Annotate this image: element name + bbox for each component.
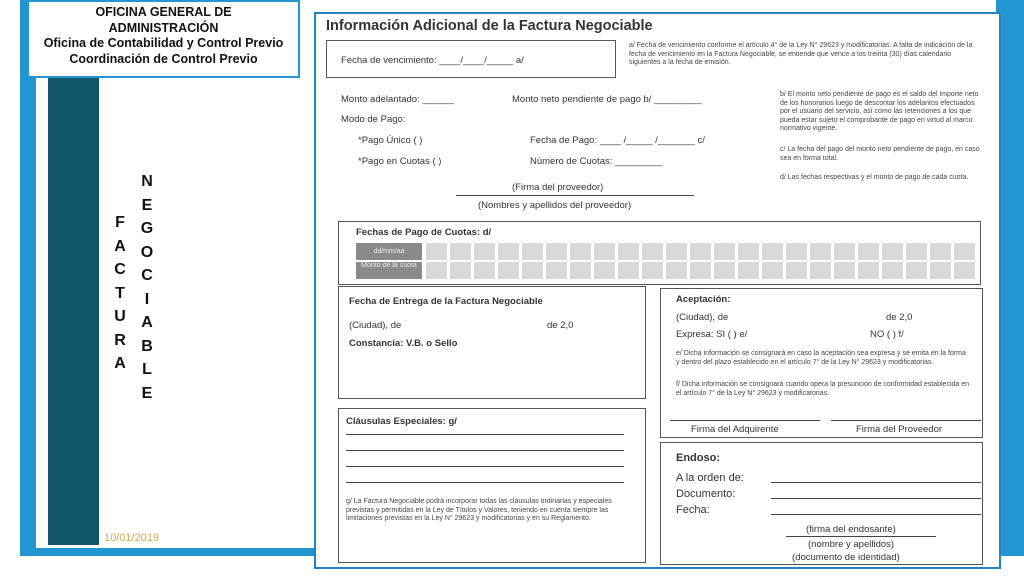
installment-cell [594,243,615,260]
letter: G [140,220,154,237]
acceptance-city-field: (Ciudad), de [676,312,729,323]
letter: I [144,290,150,308]
payment-mode-label: Modo de Pago: [341,114,406,125]
acquirer-signature-line [670,420,820,421]
installment-cell [570,243,591,260]
installment-cell [858,243,879,260]
provider-name-label: (Nombres y apellidos del proveedor) [478,200,632,211]
installment-cell [594,262,615,279]
acceptance-year-field: de 2,0 [886,312,913,323]
note-g: g/ La Factura Negociable podrá incorporar todas las cláusulas ordinarias y especiales previstas y permitidas en la Ley de Títulos y Valores, teniendo en cuenta siempre las limitaciones previstas en la Ley N° 29623 y modificatorias y en su Reglamento. [346,498,612,522]
payment-date-field: Fecha de Pago: ____ /_____ /_______ c/ [530,135,705,146]
letter: B [141,337,153,355]
acceptance-title: Aceptación: [676,294,731,305]
installment-cell [738,262,759,279]
row-label-date: dd/mm/aa [356,243,422,260]
installment-cell [450,243,471,260]
to-order-of-label: A la orden de: [676,472,744,484]
letter: F [115,214,125,231]
installment-cell [690,262,711,279]
installment-cell [906,243,927,260]
net-pending-amount-field: Monto neto pendiente de pago b/ _________ [512,94,702,105]
installment-cell [810,243,831,260]
endorser-signature-line [786,536,936,537]
installment-cell [738,243,759,260]
header-line-4: Coordinación de Control Previo [69,51,258,66]
installment-cell [666,243,687,260]
note-c: c/ La fecha del pago del monto neto pendiente de pago, en caso sea en forma total. [780,146,980,162]
installment-cell [786,262,807,279]
installment-cell [642,262,663,279]
row-label-amount: Monto de la cuota [356,262,422,279]
slide-date: 10/01/2019 [104,532,160,544]
installment-cell [834,262,855,279]
installment-cell [906,262,927,279]
single-payment-option: *Pago Único ( ) [358,135,423,146]
clause-line [346,450,624,451]
installment-cell [858,262,879,279]
installment-cell [882,262,903,279]
installment-cell [498,243,519,260]
installment-cell [546,262,567,279]
installment-cell [450,262,471,279]
installment-cell [522,262,543,279]
installment-cell [834,243,855,260]
installments-title: Fechas de Pago de Cuotas: d/ [356,227,492,238]
installment-cell [786,243,807,260]
installment-cell [570,262,591,279]
document-label: Documento: [676,488,736,500]
letter: E [141,384,153,402]
installment-cell [618,262,639,279]
letter: N [141,173,153,190]
installment-cell [714,262,735,279]
endorser-signature-label: (firma del endosante) [806,524,896,535]
installment-cell [930,243,951,260]
header-line-1: OFICINA GENERAL DE [95,5,232,19]
installment-cell [714,243,735,260]
side-bar [48,75,99,545]
installment-cell [426,262,447,279]
express-yes-option: Expresa: SI ( ) e/ [676,329,748,340]
letter: A [114,355,126,372]
endorser-id-label: (documento de identidad) [792,552,900,563]
installment-cell [426,243,447,260]
installment-cell [810,262,831,279]
installment-cell [498,262,519,279]
letter: L [142,361,152,378]
document-title: Información Adicional de la Factura Negociable [326,18,653,34]
installment-cell [762,243,783,260]
installment-cell [642,243,663,260]
letter: R [114,331,126,349]
note-e: e/ Dicha información se consignará en caso la aceptación sea expresa y se emita en la forma y dentro del plazo establecido en el artículo 7° de la Ley N° 29623 y modificatorias. [676,350,966,366]
endorser-name-label: (nombre y apellidos) [808,539,895,550]
vertical-word-negociable [137,170,157,405]
installment-cell [930,262,951,279]
installment-cell [666,262,687,279]
advance-amount-field: Monto adelantado: ______ [341,94,455,105]
to-order-of-line [771,482,981,483]
installment-cell [522,243,543,260]
express-no-option: NO ( ) f/ [870,329,904,340]
invoice-document [314,12,1001,569]
installment-cell [882,243,903,260]
special-clauses-box [338,408,646,563]
clause-line [346,434,624,435]
vertical-word-factura [110,211,130,376]
letter: U [114,308,126,325]
clause-line [346,482,624,483]
installment-cell [690,243,711,260]
document-line [771,498,981,499]
office-header [27,0,300,78]
delivery-city-field: (Ciudad), de [349,320,402,331]
note-d: d/ Las fechas respectivas y el monto de pago de cada cuota. [780,174,969,181]
note-a: a/ Fecha de vencimiento conforme el artículo 4° de la Ley N° 29623 y modificatorias. A falta de indicación de la fecha de vencimiento en la Factura Negociable, se entiende que vence a los treinta (30) días calendario siguientes a la fecha de emisión. [629,42,973,66]
installment-cell [474,262,495,279]
date-line [771,514,981,515]
installment-cell [474,243,495,260]
installment-count-field: Número de Cuotas: _________ [530,156,663,167]
letter: E [141,196,153,214]
letter: A [141,314,153,331]
letter: C [141,267,153,284]
endorsement-title: Endoso: [676,452,720,464]
installment-cell [618,243,639,260]
letter: O [140,243,154,261]
installment-cell [762,262,783,279]
provider-signature-line [456,195,694,196]
due-date-field: Fecha de vencimiento: ____/____/_____ a/ [341,55,524,66]
clause-line [346,466,624,467]
special-clauses-title: Cláusulas Especiales: g/ [346,416,457,427]
letter: C [114,261,126,278]
acquirer-signature-label: Firma del Adquirente [691,424,779,435]
note-f: f/ Dicha información se consignará cuando opera la presunción de conformidad establecida en el artículo 7° de la Ley N° 29623 y modificatorias. [676,381,970,397]
provider-signature-line-2 [831,420,981,421]
note-b: b/ El monto neto pendiente de pago es el saldo del importe neto de los honorarios luego de descontar los adelantos efectuados por el usuario del servicio, así como las retenciones a los que pueda estar sujeto el comprobante de pago en virtud al marco normativo vigente. [780,91,979,132]
delivery-year-field: de 2,0 [547,320,574,331]
header-line-2: ADMINISTRACIÓN [108,20,219,35]
installment-cell [546,243,567,260]
letter: T [115,284,125,302]
installment-payment-option: *Pago en Cuotas ( ) [358,156,442,167]
header-line-3: Oficina de Contabilidad y Control Previo [43,36,284,50]
delivery-title: Fecha de Entrega de la Factura Negociable [349,296,543,307]
date-label: Fecha: [676,504,710,516]
provider-signature-label: (Firma del proveedor) [512,182,604,193]
provider-signature-label-2: Firma del Proveedor [856,424,943,435]
installment-cell [954,262,975,279]
installment-cell [954,243,975,260]
constancia-label: Constancia: V.B. o Sello [349,338,458,349]
letter: A [114,237,126,255]
